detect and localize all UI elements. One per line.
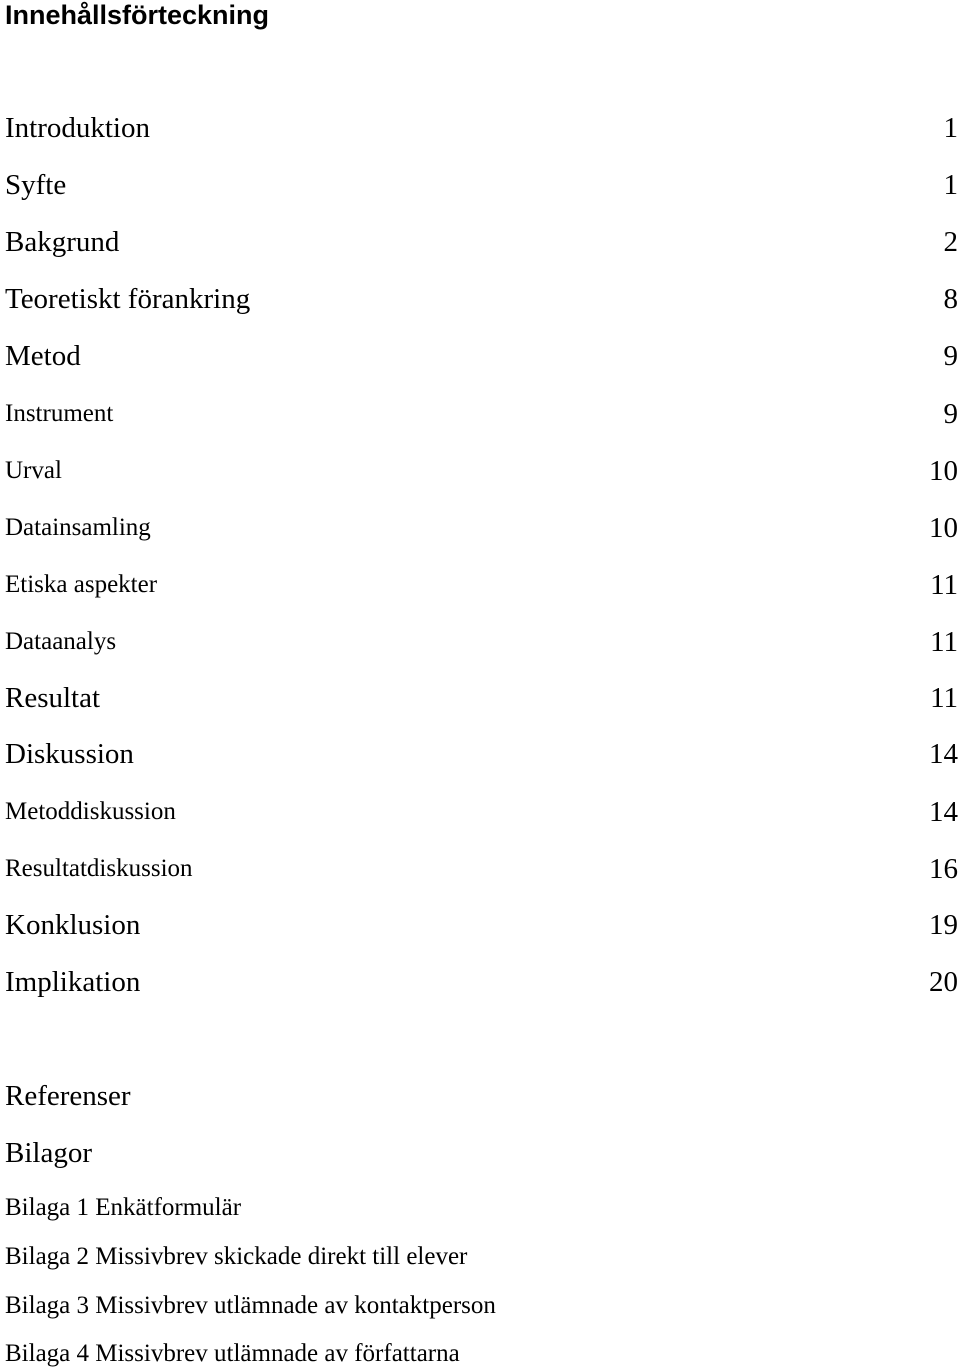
toc-entry-introduktion[interactable] [5, 109, 958, 147]
toc-entry-page: 11 [930, 681, 958, 714]
appendices-heading[interactable]: Bilagor [5, 1137, 92, 1169]
toc-entry-page: 8 [943, 282, 958, 315]
toc-entry-page: 19 [929, 908, 958, 941]
toc-entry-page: 11 [930, 568, 958, 601]
toc-entry-page: 14 [929, 795, 958, 828]
appendix-item[interactable]: Bilaga 1 Enkätformulär [5, 1194, 242, 1221]
appendix-item[interactable]: Bilaga 2 Missivbrev skickade direkt till elever [5, 1243, 468, 1270]
toc-entry-label: Urval [5, 457, 62, 484]
toc-entry-page: 9 [943, 397, 958, 430]
toc-entry-label: Dataanalys [5, 628, 117, 655]
appendix-item[interactable]: Bilaga 4 Missivbrev utlämnade av författarna [5, 1340, 460, 1367]
toc-entry-label: Introduktion [5, 111, 150, 144]
toc-entry-urval[interactable] [5, 452, 958, 490]
toc-entry-label: Datainsamling [5, 514, 151, 541]
toc-entry-label: Resultat [5, 681, 101, 714]
toc-entry-page: 20 [929, 965, 958, 998]
toc-entry-bakgrund[interactable] [5, 223, 958, 261]
toc-entry-label: Metoddiskussion [5, 798, 176, 825]
toc-entry-label: Etiska aspekter [5, 571, 158, 598]
toc-entry-page: 11 [930, 625, 958, 658]
toc-entry-label: Teoretiskt förankring [5, 282, 251, 315]
toc-entry-label: Syfte [5, 168, 67, 201]
toc-entry-label: Resultatdiskussion [5, 855, 193, 882]
toc-entry-dataanalys[interactable] [5, 623, 958, 661]
toc-entry-page: 16 [929, 852, 958, 885]
toc-entry-resultat[interactable] [5, 679, 958, 717]
page-title: Innehållsförteckning [5, 0, 270, 30]
toc-entry-instrument[interactable] [5, 395, 958, 433]
toc-entry-teoretiskt-forankring[interactable] [5, 280, 958, 318]
toc-entry-label: Bakgrund [5, 225, 120, 258]
toc-entry-label: Konklusion [5, 908, 141, 941]
toc-entry-syfte[interactable] [5, 166, 958, 204]
toc-entry-metoddiskussion[interactable] [5, 793, 958, 831]
toc-entry-page: 10 [929, 454, 958, 487]
toc-entry-label: Metod [5, 339, 81, 372]
toc-entry-etiska-aspekter[interactable] [5, 566, 958, 604]
toc-entry-page: 2 [943, 225, 958, 258]
toc-entry-konklusion[interactable] [5, 906, 958, 944]
toc-entry-implikation[interactable] [5, 963, 958, 1001]
toc-entry-label: Implikation [5, 965, 141, 998]
toc-entry-label: Diskussion [5, 737, 134, 770]
toc-entry-diskussion[interactable] [5, 735, 958, 773]
toc-entry-referenser[interactable]: Referenser [5, 1080, 131, 1112]
toc-entry-metod[interactable] [5, 337, 958, 375]
appendix-item[interactable]: Bilaga 3 Missivbrev utlämnade av kontaktperson [5, 1292, 496, 1319]
toc-entry-datainsamling[interactable] [5, 509, 958, 547]
toc-entry-page: 1 [943, 111, 958, 144]
toc-entry-label: Instrument [5, 400, 114, 427]
toc-entry-page: 14 [929, 737, 958, 770]
toc-entry-page: 9 [943, 339, 958, 372]
toc-entry-page: 10 [929, 511, 958, 544]
toc-entry-resultatdiskussion[interactable] [5, 850, 958, 888]
toc-entry-page: 1 [943, 168, 958, 201]
